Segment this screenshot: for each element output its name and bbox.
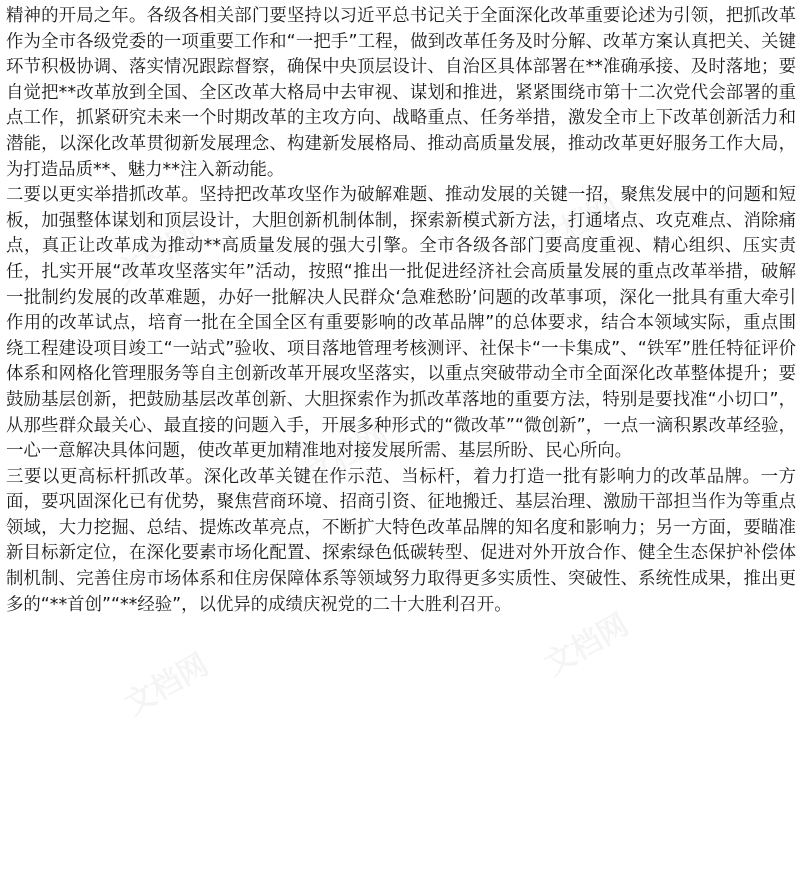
watermark: 文档网	[109, 217, 205, 293]
paragraph-third: 三要以更高标杆抓改革。深化改革关键在作示范、当标杆，着力打造一批有影响力的改革品牌。一方面，要巩固深化已有优势，聚焦营商环境、招商引资、征地搬迁、基层治理、激励干部担当作为等重点领域，大力挖掘、总结、提炼改革亮点，不断扩大特色改革品牌的知名度和影响力；另一方面，要瞄准新目标新定位，在深化要素市场化配置、探索绿色低碳转型、促进对外开放合作、健全生态保护补偿体制机制、完善住房市场体系和住房保障体系等领域努力取得更多实质性、突破性、系统性成果，推出更多的“**首创”“**经验”，以优异的成绩庆祝党的二十大胜利召开。	[6, 466, 796, 615]
paragraph-second: 二要以更实举措抓改革。坚持把改革攻坚作为破解难题、推动发展的关键一招，聚焦发展中的问题和短板，加强整体谋划和顶层设计，大胆创新机制体制，探索新模式新方法，打通堵点、攻克难点、消除痛点，真正让改革成为推动**高质量发展的强大引擎。全市各级各部门要高度重视、精心组织、压实责任，扎实开展“改革攻坚落实年”活动，按照“推出一批促进经济社会高质量发展的重点改革举措，破解一批制约发展的改革难题，办好一批解决人民群众‘急难愁盼’问题的改革事项，深化一批具有重大牵引作用的改革试点，培育一批在全国全区有重要影响的改革品牌”的总体要求，结合本领域实际，重点围绕工程建设项目竣工“一站式”验收、项目落地管理考核测评、社保卡“一卡集成”、“铁军”胜任特征评价体系和网格化管理服务等自主创新改革开展攻坚落实，以重点突破带动全市全面深化改革整体提升；要鼓励基层创新，把鼓励基层改革创新、大胆探索作为抓改革落地的重要方法，特别是要找准“小切口”，从那些群众最关心、最直接的问题入手，开展多种形式的“微改革”“微创新”，一点一滴积累改革经验，一心一意解决具体问题，使改革更加精准地对接发展所需、基层所盼、民心所向。	[6, 185, 796, 462]
paragraph-intro: 精神的开局之年。各级各相关部门要坚持以习近平总书记关于全面深化改革重要论述为引领，把抓改革作为全市各级党委的一项重要工作和“一把手”工程，做到改革任务及时分解、改革方案认真把关、关键环节积极协调、落实情况跟踪督察，确保中央顶层设计、自治区具体部署在**准确承接、及时落地；要自觉把**改革放到全国、全区改革大格局中去审视、谋划和推进，紧紧围绕市第十二次党代会部署的重点工作，抓紧研究未来一个时期改革的主攻方向、战略重点、任务举措，激发全市上下改革创新活力和潜能，以深化改革贯彻新发展理念、构建新发展格局、推动高质量发展，推动改革更好服务工作大局，为打造品质**、魅力**注入新动能。	[6, 6, 796, 180]
watermark: 文档网	[119, 647, 215, 723]
watermark: 文档网	[529, 187, 625, 263]
document-body	[6, 4, 796, 618]
watermark: 文档网	[299, 417, 395, 493]
watermark: 文档网	[539, 607, 635, 683]
